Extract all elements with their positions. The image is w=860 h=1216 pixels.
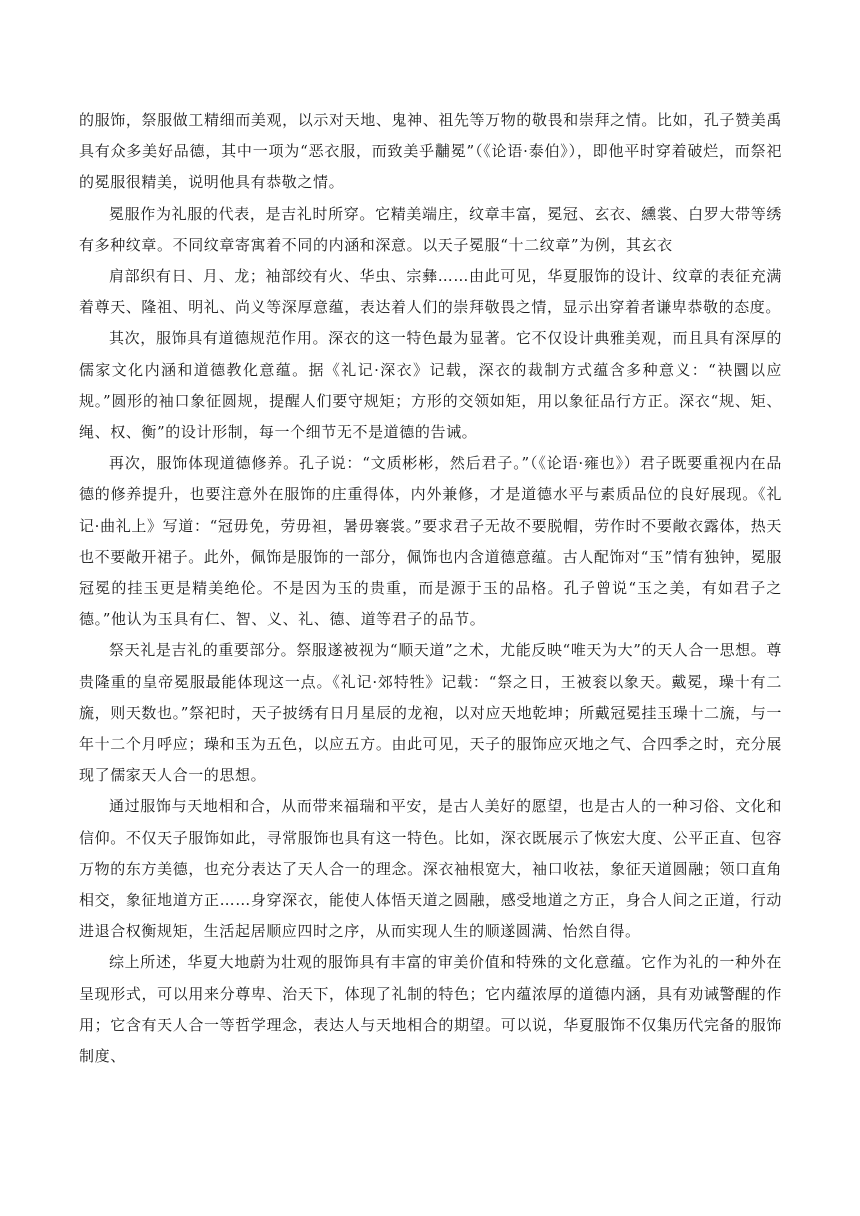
paragraph-1-continuation: 的服饰，祭服做工精细而美观，以示对天地、鬼神、祖先等万物的敬畏和崇拜之情。比如，孔子赞美禹具有众多美好品德，其中一项为“恶衣服，而致美乎黼冕”（《论语·泰伯》），即他平时穿着破烂，而祭祀的冕服很精美，说明他具有恭敬之情。 (79, 111, 782, 192)
paragraph-tianren: 通过服饰与天地相和合，从而带来福瑞和平安，是古人美好的愿望，也是古人的一种习俗、文化和信仰。不仅天子服饰如此，寻常服饰也具有这一特色。比如，深衣既展示了恢宏大度、公平正直、包容万物的东方美德，也充分表达了天人合一的理念。深衣袖根宽大，袖口收祛，象征天道圆融；领口直角相交，象征地道方正……身穿深衣，能使人体悟天道之圆融，感受地道之方正，身合人间之正道，行动进退合权衡规矩，生活起居顺应四时之序，从而实现人生的顺遂圆满、怡然自得。 (79, 797, 782, 941)
paragraph-xiuyang: 再次，服饰体现道德修养。孔子说：“文质彬彬，然后君子。”（《论语·雍也》）君子既要重视内在品德的修养提升，也要注意外在服饰的庄重得体，内外兼修，才是道德水平与素质品位的良好展现。《礼记·曲礼上》写道：“冠毋免，劳毋袒，暑毋褰裳。”要求君子无故不要脱帽，劳作时不要敞衣露体，热天也不要敞开裙子。此外，佩饰是服饰的一部分，佩饰也内含道德意蕴。古人配饰对“玉”情有独钟，冕服冠冕的挂玉更是精美绝伦。不是因为玉的贵重，而是源于玉的品格。孔子曾说“玉之美，有如君子之德。”他认为玉具有仁、智、义、礼、德、道等君子的品节。 (79, 454, 782, 629)
article-body (79, 105, 782, 1072)
paragraph-shenyi: 其次，服饰具有道德规范作用。深衣的这一特色最为显著。它不仅设计典雅美观，而且具有深厚的儒家文化内涵和道德教化意蕴。据《礼记·深衣》记载，深衣的裁制方式蕴含多种意义：“袂圜以应规。”圆形的袖口象征圆规，提醒人们要守规矩；方形的交领如矩，用以象征品行方正。深衣“规、矩、绳、权、衡”的设计形制，每一个细节无不是道德的告诫。 (79, 329, 782, 442)
paragraph-conclusion: 综上所述，华夏大地蔚为壮观的服饰具有丰富的审美价值和特殊的文化意蕴。它作为礼的一种外在呈现形式，可以用来分尊卑、治天下，体现了礼制的特色；它内蕴浓厚的道德内涵，具有劝诫警醒的作用；它含有天人合一等哲学理念，表达人与天地相合的期望。可以说，华夏服饰不仅集历代完备的服饰制度、 (79, 953, 782, 1066)
paragraph-mianfu: 冕服作为礼服的代表，是吉礼时所穿。它精美端庄，纹章丰富，冕冠、玄衣、纁裳、白罗大带等绣有多种纹章。不同纹章寄寓着不同的内涵和深意。以天子冕服“十二纹章”为例，其玄衣 (79, 204, 782, 254)
paragraph-wenzhang: 肩部织有日、月、龙；袖部绞有火、华虫、宗彝……由此可见，华夏服饰的设计、纹章的表征充满着尊天、隆祖、明礼、尚义等深厚意蕴，表达着人们的崇拜敬畏之情，显示出穿着者谦卑恭敬的态度。 (79, 267, 782, 317)
paragraph-jitian: 祭天礼是吉礼的重要部分。祭服遂被视为“顺天道”之术，尤能反映“唯天为大”的天人合一思想。尊贵隆重的皇帝冕服最能体现这一点。《礼记·郊特牲》记载：“祭之日，王被衮以象天。戴冕，璪十有二旒，则天数也。”祭祀时，天子披绣有日月星辰的龙袍，以对应天地乾坤；所戴冠冕挂玉璪十二旒，与一年十二个月呼应；璪和玉为五色，以应五方。由此可见，天子的服饰应灭地之气、合四季之时，充分展现了儒家天人合一的思想。 (79, 641, 782, 785)
